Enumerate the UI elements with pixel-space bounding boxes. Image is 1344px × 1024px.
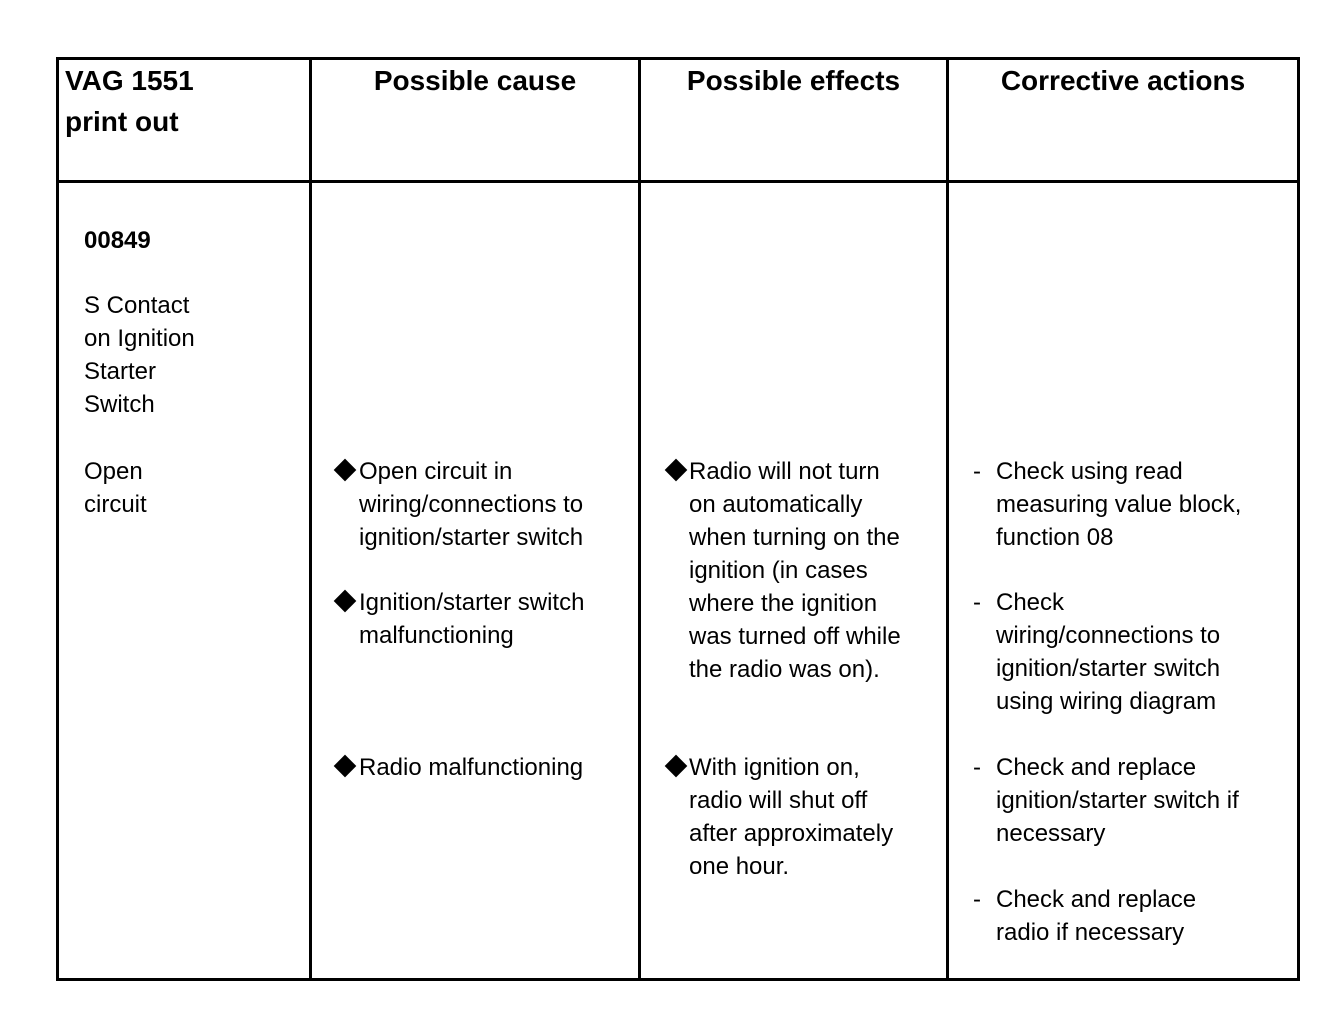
fault-status-line: circuit — [84, 491, 147, 518]
fault-name-line: Starter — [84, 358, 157, 385]
action-item — [996, 751, 1239, 850]
column-divider-1 — [309, 60, 312, 978]
dash-bullet-icon: - — [973, 589, 981, 616]
header-vag-line-1: VAG 1551 — [65, 65, 194, 96]
fault-name-line: Switch — [84, 391, 155, 418]
action-line: Check and replace — [996, 754, 1197, 781]
action-line: radio if necessary — [996, 919, 1185, 946]
fault-name — [84, 289, 195, 421]
cause-item — [359, 751, 583, 784]
fault-table — [56, 57, 1300, 981]
effect-line: where the ignition — [689, 590, 878, 617]
cause-line: Ignition/starter switch — [359, 589, 585, 616]
effect-line: after approximately — [689, 820, 894, 847]
effect-line: on automatically — [689, 491, 863, 518]
bullet-diamond-icon — [334, 459, 357, 482]
fault-status — [84, 455, 147, 521]
effect-item — [689, 751, 893, 883]
cause-line: wiring/connections to — [359, 491, 584, 518]
bullet-diamond-icon — [334, 755, 357, 778]
header-vag-line-2: print out — [65, 106, 179, 137]
cause-line: ignition/starter switch — [359, 524, 584, 551]
action-line: necessary — [996, 820, 1106, 847]
effect-line: when turning on the — [689, 524, 900, 551]
effect-line: was turned off while — [689, 623, 901, 650]
effect-line: ignition (in cases — [689, 557, 868, 584]
cause-line: Open circuit in — [359, 458, 513, 485]
effect-line: radio will shut off — [689, 787, 868, 814]
action-line: Check using read — [996, 458, 1183, 485]
column-divider-2 — [638, 60, 641, 978]
action-line: ignition/starter switch — [996, 655, 1221, 682]
column-divider-3 — [946, 60, 949, 978]
fault-status-line: Open — [84, 458, 143, 485]
effect-line: one hour. — [689, 853, 790, 880]
header-divider — [59, 180, 1297, 183]
effect-line: the radio was on). — [689, 656, 880, 683]
action-item — [996, 586, 1220, 718]
effect-line: With ignition on, — [689, 754, 860, 781]
action-item — [996, 455, 1241, 554]
action-line: using wiring diagram — [996, 688, 1217, 715]
bullet-diamond-icon — [665, 459, 688, 482]
dash-bullet-icon: - — [973, 886, 981, 913]
cause-item — [359, 586, 584, 652]
effect-item — [689, 455, 901, 686]
cause-item — [359, 455, 583, 554]
action-item — [996, 883, 1196, 949]
action-line: function 08 — [996, 524, 1114, 551]
dash-bullet-icon: - — [973, 458, 981, 485]
header-possible-effects: Possible effects — [686, 65, 901, 96]
action-line: measuring value block, — [996, 491, 1242, 518]
header-corrective-actions: Corrective actions — [1000, 65, 1246, 96]
effect-line: Radio will not turn — [689, 458, 880, 485]
bullet-diamond-icon — [334, 590, 357, 613]
header-possible-cause: Possible cause — [373, 65, 577, 96]
action-line: ignition/starter switch if — [996, 787, 1239, 814]
action-line: wiring/connections to — [996, 622, 1221, 649]
action-line: Check and replace — [996, 886, 1197, 913]
fault-code: 00849 — [84, 227, 151, 254]
dash-bullet-icon: - — [973, 754, 981, 781]
action-line: Check — [996, 589, 1065, 616]
cause-line: Radio malfunctioning — [359, 754, 584, 781]
fault-name-line: on Ignition — [84, 325, 195, 352]
bullet-diamond-icon — [665, 755, 688, 778]
header-vag-print-out — [65, 60, 194, 142]
fault-name-line: S Contact — [84, 292, 190, 319]
cause-line: malfunctioning — [359, 622, 514, 649]
